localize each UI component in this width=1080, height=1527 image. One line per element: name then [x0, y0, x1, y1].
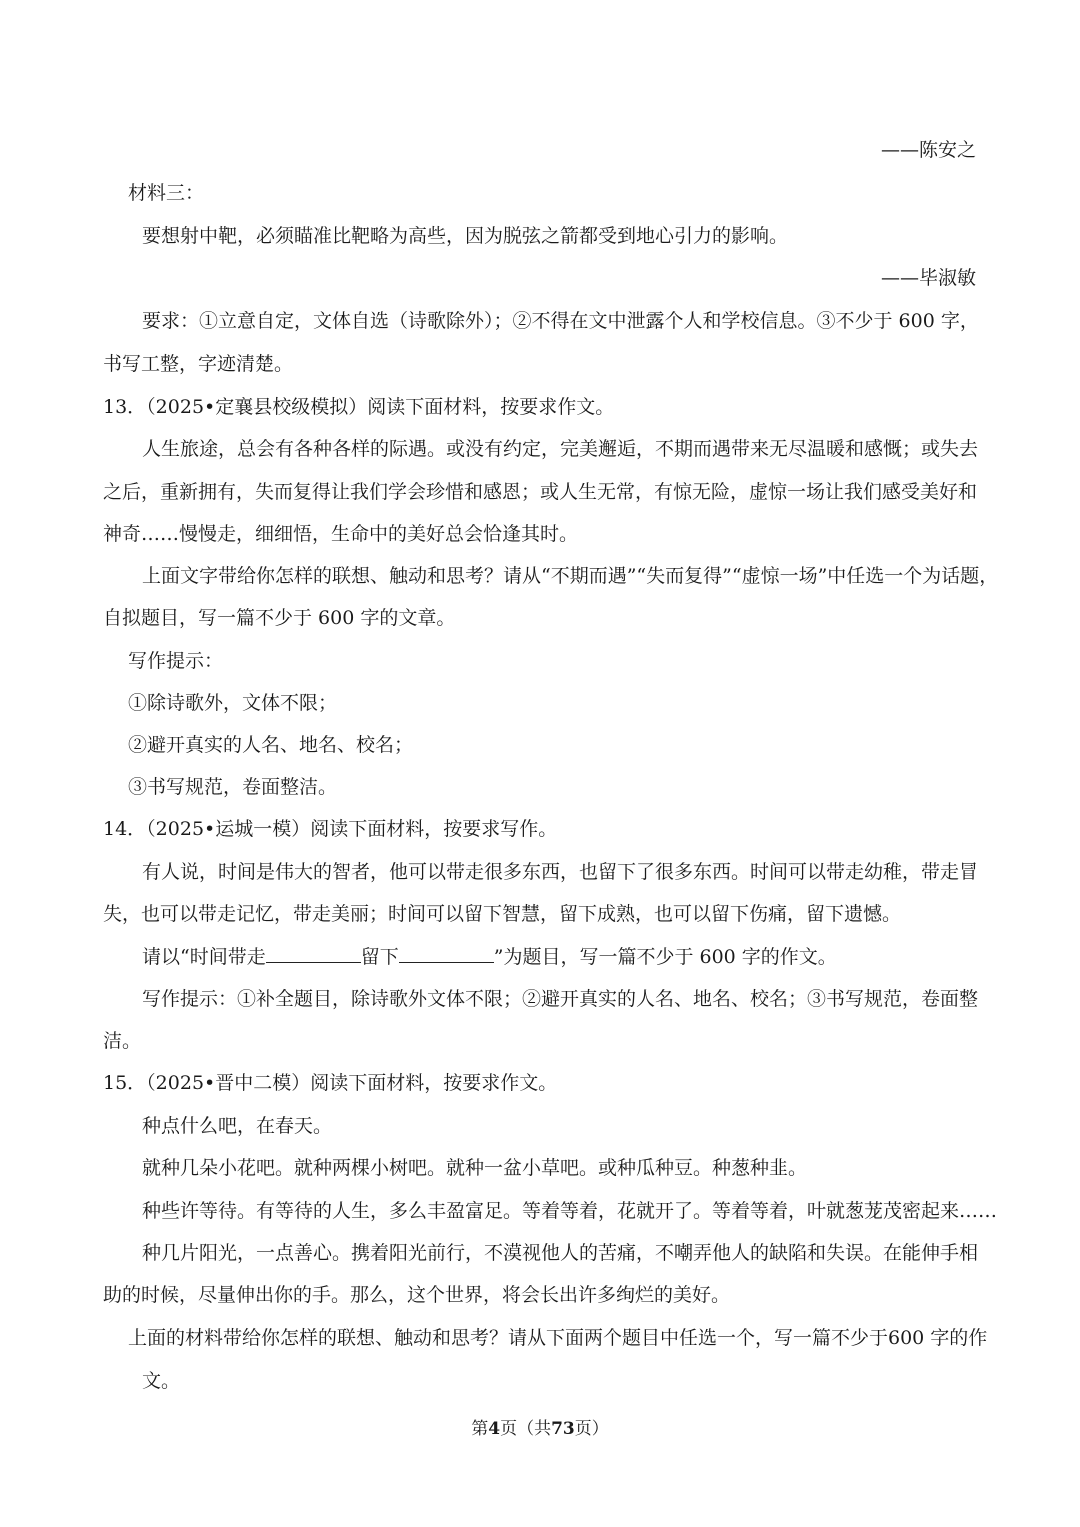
paragraph-line: 就种几朵小花吧。就种两棵小树吧。就种一盆小草吧。或种瓜种豆。种葱种韭。 — [142, 1157, 808, 1179]
paragraph-line: 上面文字带给你怎样的联想、触动和思考？请从“不期而遇”“失而复得”“虚惊一场”中任选一个为话题， — [142, 565, 999, 587]
paragraph-line: 之后，重新拥有，失而复得让我们学会珍惜和感恩；或人生无常，有惊无险，虚惊一场让我们感受美好和 — [103, 481, 978, 503]
footer-text: 第 — [471, 1419, 489, 1439]
fill-blank — [266, 944, 361, 963]
paragraph-line: 助的时候，尽量伸出你的手。那么，这个世界，将会长出许多绚烂的美好。 — [103, 1284, 731, 1306]
page-number: 4 — [488, 1419, 501, 1439]
tip-item: ②避开真实的人名、地名、校名； — [128, 734, 414, 756]
task-line: 上面的材料带给你怎样的联想、触动和思考？请从下面两个题目中任选一个，写一篇不少于600 字的作 — [128, 1327, 988, 1349]
paragraph-line: 有人说，时间是伟大的智者，他可以带走很多东西，也留下了很多东西。时间可以带走幼稚，带走冒 — [142, 861, 979, 883]
author-attribution: ——陈安之 — [880, 139, 976, 161]
fill-blank — [399, 944, 494, 963]
material-text: 要想射中靶，必须瞄准比靶略为高些，因为脱弦之箭都受到地心引力的影响。 — [142, 225, 789, 247]
paragraph-line: 种几片阳光，一点善心。携着阳光前行，不漠视他人的苦痛，不嘲弄他人的缺陷和失误。在能伸手相 — [142, 1242, 979, 1264]
tips-line: 写作提示：①补全题目，除诗歌外文体不限；②避开真实的人名、地名、校名；③书写规范，卷面整 — [142, 988, 979, 1010]
prompt-text: ”为题目，写一篇不少于 600 字的作文。 — [493, 946, 837, 968]
question-title: 15．（2025•晋中二模）阅读下面材料，按要求作文。 — [103, 1072, 558, 1094]
prompt-line — [142, 944, 837, 970]
paragraph-line: 失，也可以带走记忆，带走美丽；时间可以留下智慧，留下成熟，也可以留下伤痛，留下遗憾。 — [103, 903, 902, 925]
question-title: 13．（2025•定襄县校级模拟）阅读下面材料，按要求作文。 — [103, 396, 615, 418]
total-pages: 73 — [551, 1419, 575, 1439]
question-title: 14．（2025•运城一模）阅读下面材料，按要求写作。 — [103, 818, 558, 840]
requirement-text: 要求：①立意自定，文体自选（诗歌除外）；②不得在文中泄露个人和学校信息。③不少于 600 字， — [142, 310, 979, 332]
paragraph-line: 种点什么吧，在春天。 — [142, 1115, 333, 1137]
task-line: 文。 — [142, 1370, 181, 1392]
requirement-text: 书写工整，字迹清楚。 — [103, 353, 294, 375]
tip-item: ③书写规范，卷面整洁。 — [128, 776, 338, 798]
footer-text: 页） — [574, 1419, 609, 1439]
tips-label: 写作提示： — [128, 650, 224, 672]
page-footer — [0, 1414, 1080, 1439]
paragraph-line: 自拟题目，写一篇不少于 600 字的文章。 — [103, 607, 456, 629]
paragraph-line: 种些许等待。有等待的人生，多么丰盈富足。等着等着，花就开了。等着等着，叶就葱茏茂密起来…… — [142, 1200, 998, 1222]
tips-line: 洁。 — [103, 1030, 142, 1052]
footer-text: 页（共 — [500, 1419, 552, 1439]
tip-item: ①除诗歌外，文体不限； — [128, 692, 338, 714]
material-label: 材料三： — [128, 182, 205, 204]
paragraph-line: 人生旅途，总会有各种各样的际遇。或没有约定，完美邂逅，不期而遇带来无尽温暖和感慨；或失去 — [142, 438, 979, 460]
author-attribution: ——毕淑敏 — [880, 267, 976, 289]
paragraph-line: 神奇……慢慢走，细细悟，生命中的美好总会恰逢其时。 — [103, 523, 579, 545]
prompt-text: 留下 — [360, 946, 399, 968]
prompt-text: 请以“时间带走 — [142, 946, 266, 968]
